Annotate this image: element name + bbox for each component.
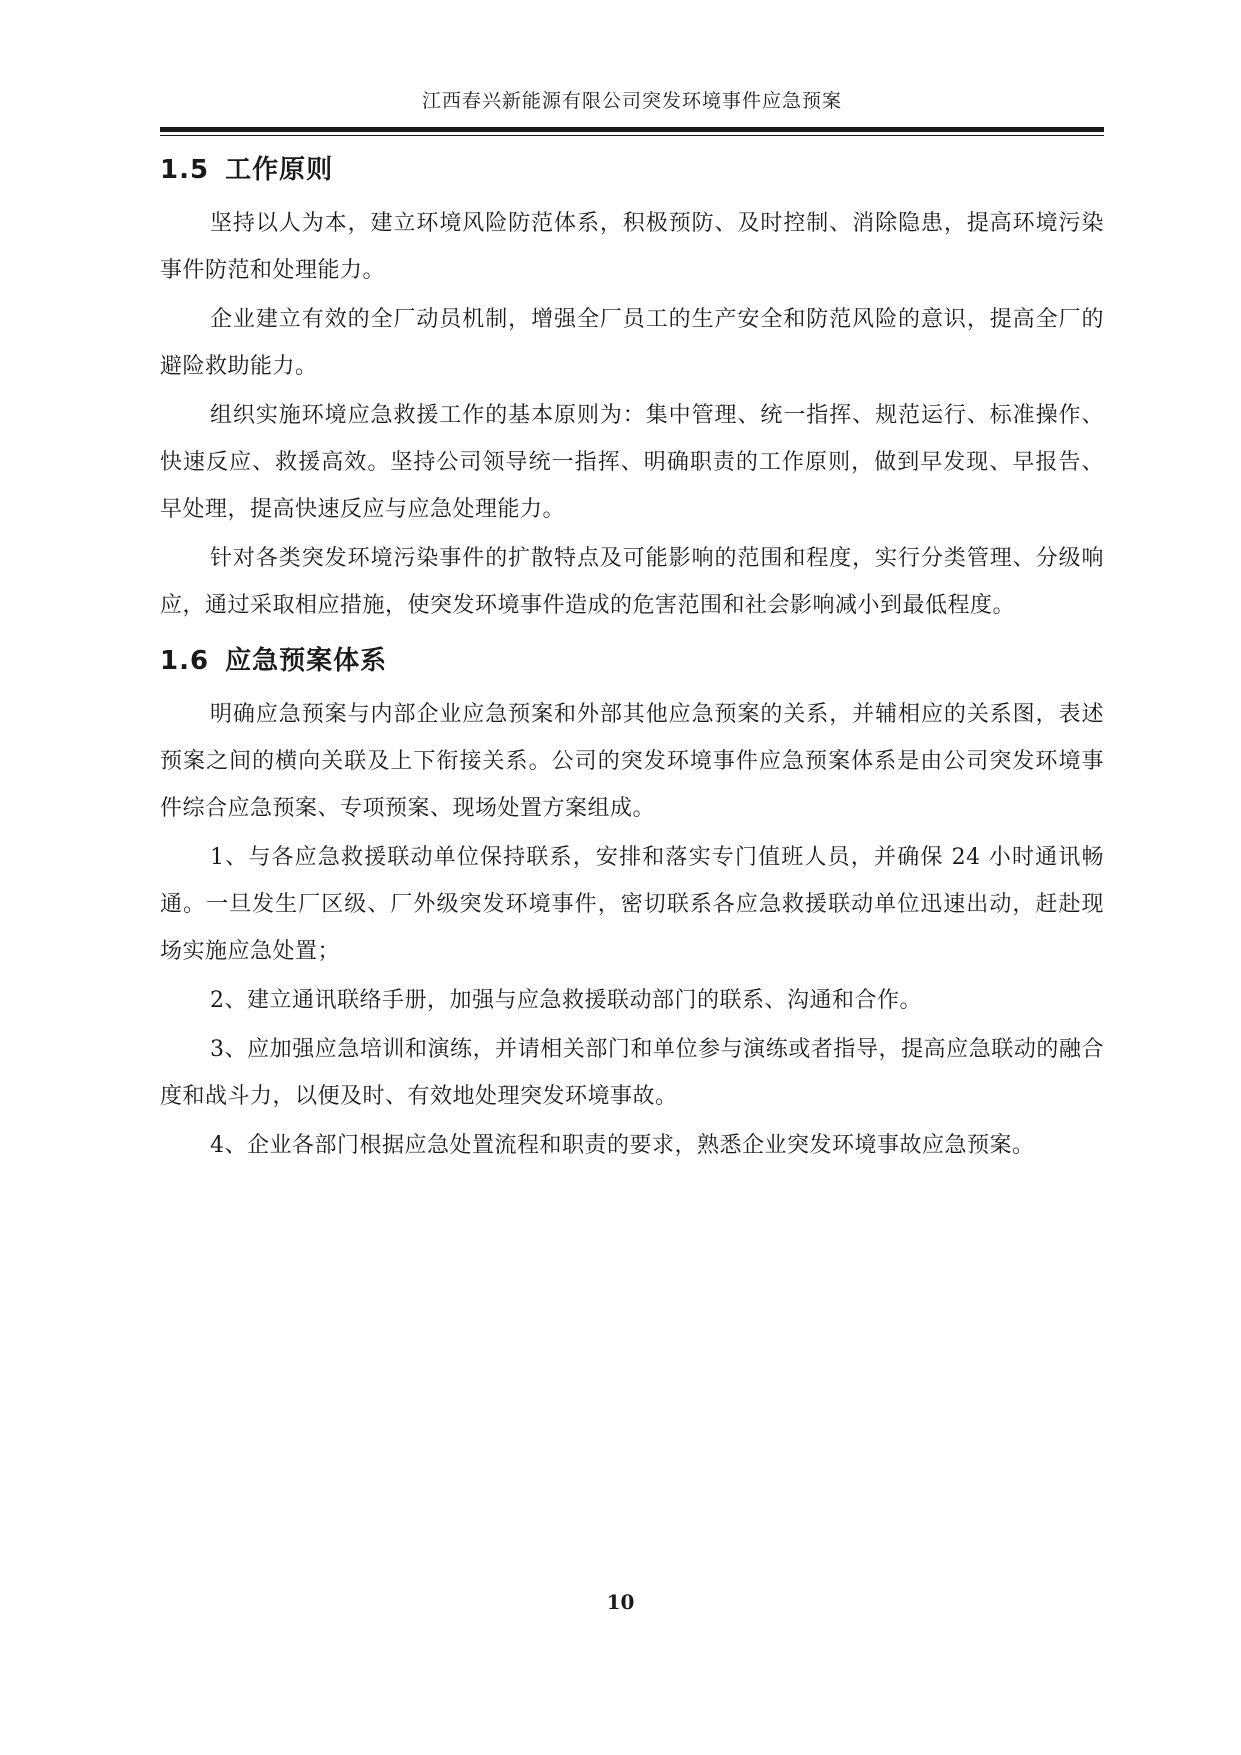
paragraph: 坚持以人为本，建立环境风险防范体系，积极预防、及时控制、消除隐患，提高环境污染事件防范和处理能力。 bbox=[160, 211, 1104, 283]
section-number: 1.5 bbox=[160, 155, 210, 185]
list-item-paragraph: 3、应加强应急培训和演练，并请相关部门和单位参与演练或者指导，提高应急联动的融合度和战斗力，以便及时、有效地处理突发环境事故。 bbox=[160, 1037, 1104, 1109]
paragraph: 明确应急预案与内部企业应急预案和外部其他应急预案的关系，并辅相应的关系图，表述预案之间的横向关联及上下衔接关系。公司的突发环境事件应急预案体系是由公司突发环境事件综合应急预案、专项预案、现场处置方案组成。 bbox=[160, 702, 1104, 821]
header-rule-thick bbox=[160, 127, 1104, 132]
section-number: 1.6 bbox=[160, 646, 210, 676]
list-item-paragraph: 1、与各应急救援联动单位保持联系，安排和落实专门值班人员，并确保 24 小时通讯畅通。一旦发生厂区级、厂外级突发环境事件，密切联系各应急救援联动单位迅速出动，赶赴现场实施应急处置； bbox=[160, 845, 1104, 964]
page-body bbox=[160, 148, 1104, 1171]
section-heading-1-5 bbox=[160, 148, 1104, 192]
section-title: 应急预案体系 bbox=[225, 646, 388, 676]
paragraph: 企业建立有效的全厂动员机制，增强全厂员工的生产安全和防范风险的意识，提高全厂的避险救助能力。 bbox=[160, 307, 1104, 379]
page-number: 10 bbox=[606, 1590, 635, 1614]
header-rule-thin bbox=[160, 135, 1104, 136]
list-item-paragraph: 2、建立通讯联络手册，加强与应急救援联动部门的联系、沟通和合作。 bbox=[210, 988, 922, 1013]
running-header: 江西春兴新能源有限公司突发环境事件应急预案 bbox=[421, 90, 842, 112]
list-item-paragraph: 4、企业各部门根据应急处置流程和职责的要求，熟悉企业突发环境事故应急预案。 bbox=[210, 1133, 1035, 1158]
section-heading-1-6 bbox=[160, 639, 1104, 683]
paragraph: 针对各类突发环境污染事件的扩散特点及可能影响的范围和程度，实行分类管理、分级响应，通过采取相应措施，使突发环境事件造成的危害范围和社会影响减小到最低程度。 bbox=[160, 546, 1104, 618]
section-title: 工作原则 bbox=[225, 155, 334, 185]
paragraph: 组织实施环境应急救援工作的基本原则为：集中管理、统一指挥、规范运行、标准操作、快速反应、救援高效。坚持公司领导统一指挥、明确职责的工作原则，做到早发现、早报告、早处理，提高快速反应与应急处理能力。 bbox=[160, 403, 1104, 522]
